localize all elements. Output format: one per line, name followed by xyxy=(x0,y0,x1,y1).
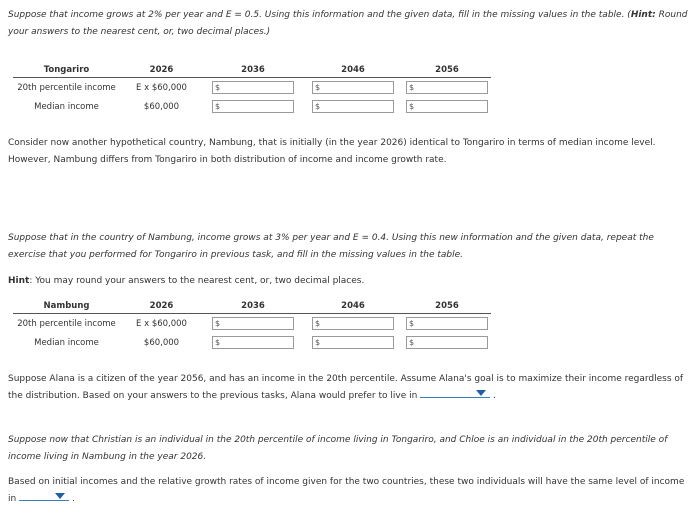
tongariro-table xyxy=(13,62,491,116)
table-header-row xyxy=(13,62,491,78)
base-value: E x $60,000 xyxy=(136,318,187,329)
country-header: Tongariro xyxy=(13,62,120,78)
table-header-row xyxy=(13,298,491,314)
hint-paragraph xyxy=(8,273,692,290)
based-after: . xyxy=(71,494,75,504)
hint-label: Hint xyxy=(8,276,30,286)
country-select-same-income[interactable] xyxy=(19,491,69,501)
country-select-alana[interactable] xyxy=(420,388,490,398)
base-value: $60,000 xyxy=(143,337,180,348)
row-label: 20th percentile income xyxy=(17,82,116,93)
answer-input-2046[interactable] xyxy=(312,100,394,113)
dollar-sign: $ xyxy=(409,319,415,328)
intro-hint-text: Round your answers to the nearest cent, or, two decimal places.) xyxy=(8,10,688,37)
hint-text: : You may round your answers to the nearest cent, or, two decimal places. xyxy=(29,276,365,286)
dollar-sign: $ xyxy=(315,83,321,92)
dollar-sign: $ xyxy=(215,102,221,111)
dollar-sign: $ xyxy=(409,338,415,347)
table-row xyxy=(13,333,491,352)
dollar-sign: $ xyxy=(315,319,321,328)
year-header: 2026 xyxy=(120,62,203,78)
answer-input-2056[interactable] xyxy=(406,336,488,349)
dollar-sign: $ xyxy=(409,83,415,92)
nambung-paragraph: Suppose that in the country of Nambung, income grows at 3% per year and E = 0.4. Using this new information and the given data, repeat the exercise that you performed for Tongariro in previous task, and fill in the missing values in the table. xyxy=(8,233,654,260)
answer-input-2056[interactable] xyxy=(406,100,488,113)
year-header: 2046 xyxy=(303,62,403,78)
chevron-down-icon xyxy=(476,390,486,396)
base-value: E x $60,000 xyxy=(136,82,187,93)
based-paragraph xyxy=(8,474,692,508)
answer-input-2056[interactable] xyxy=(406,317,488,330)
dollar-sign: $ xyxy=(315,102,321,111)
alana-after: . xyxy=(493,391,496,401)
consider-paragraph: Consider now another hypothetical country, Nambung, that is initially (in the year 2026) identical to Tongariro in terms of median income level. However, Nambung differs from Tongariro in both distribution of income and income growth rate. xyxy=(8,138,656,165)
christian-paragraph: Suppose now that Christian is an individual in the 20th percentile of income living in Tongariro, and Chloe is an individual in the 20th percentile of income living in Nambung in the year 2026. xyxy=(8,435,668,462)
table-row xyxy=(13,314,491,334)
year-header: 2056 xyxy=(403,298,491,314)
year-header: 2036 xyxy=(203,298,303,314)
answer-input-2036[interactable] xyxy=(212,336,294,349)
answer-input-2046[interactable] xyxy=(312,336,394,349)
alana-paragraph xyxy=(8,371,692,405)
table-row xyxy=(13,97,491,116)
year-header: 2046 xyxy=(303,298,403,314)
answer-input-2036[interactable] xyxy=(212,100,294,113)
year-header: 2036 xyxy=(203,62,303,78)
based-text: Based on initial incomes and the relative growth rates of income given for the two countries, these two individuals will have the same level of income in xyxy=(8,477,685,504)
alana-text: Suppose Alana is a citizen of the year 2056, and has an income in the 20th percentile. Assume Alana's goal is to maximize their income regardless of the distribution. Based on your answers to the previous tasks, Alana would prefer to live in xyxy=(8,374,684,401)
row-label: Median income xyxy=(34,337,99,348)
answer-input-2036[interactable] xyxy=(212,317,294,330)
dollar-sign: $ xyxy=(215,338,221,347)
dollar-sign: $ xyxy=(215,319,221,328)
year-header: 2026 xyxy=(120,298,203,314)
answer-input-2036[interactable] xyxy=(212,81,294,94)
row-label: Median income xyxy=(34,101,99,112)
row-label: 20th percentile income xyxy=(17,318,116,329)
dollar-sign: $ xyxy=(315,338,321,347)
dollar-sign: $ xyxy=(409,102,415,111)
intro-text: Suppose that income grows at 2% per year and E = 0.5. Using this information and the given data, fill in the missing values in the table. ( xyxy=(8,10,631,20)
chevron-down-icon xyxy=(55,493,65,499)
dollar-sign: $ xyxy=(215,83,221,92)
answer-input-2056[interactable] xyxy=(406,81,488,94)
nambung-table xyxy=(13,298,491,352)
base-value: $60,000 xyxy=(143,101,180,112)
intro-hint-label: Hint: xyxy=(630,10,656,20)
answer-input-2046[interactable] xyxy=(312,81,394,94)
country-header: Nambung xyxy=(13,298,120,314)
answer-input-2046[interactable] xyxy=(312,317,394,330)
intro-paragraph xyxy=(8,7,692,41)
table-row xyxy=(13,78,491,98)
year-header: 2056 xyxy=(403,62,491,78)
